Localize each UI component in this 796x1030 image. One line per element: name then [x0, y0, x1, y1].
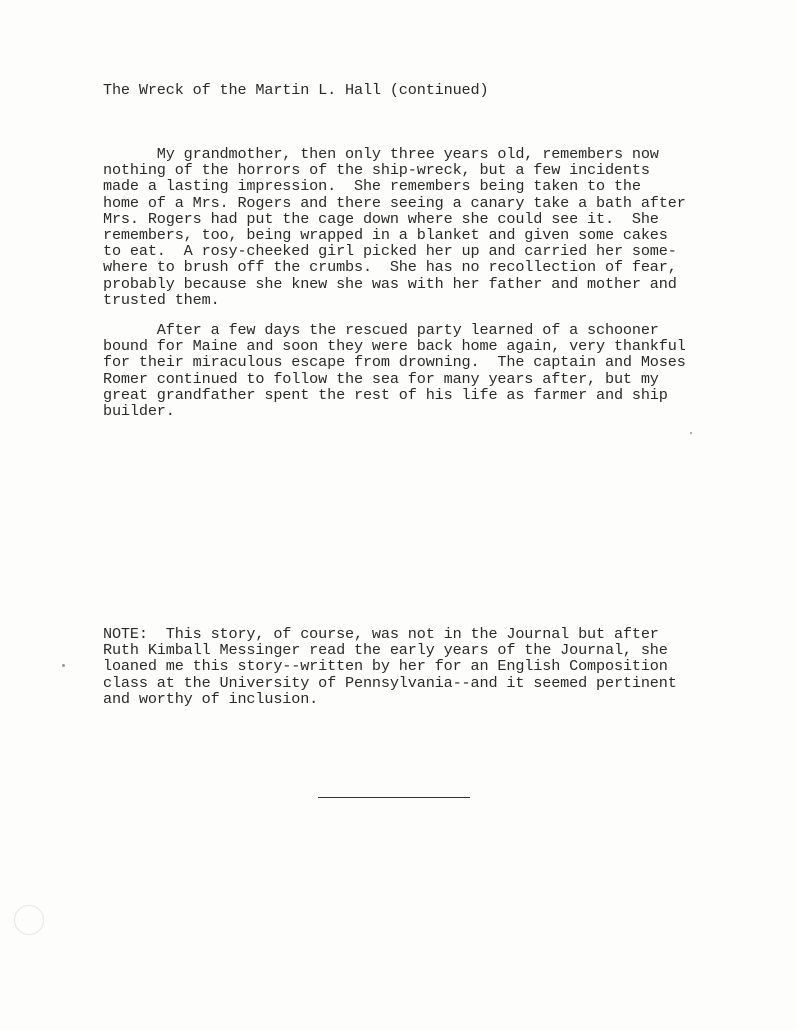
text-line: where to brush off the crumbs. She has no recollection of fear, — [103, 258, 677, 277]
text-line: for their miraculous escape from drowning. The captain and Moses — [103, 353, 686, 372]
paragraph-rescue — [103, 322, 686, 419]
text-line: made a lasting impression. She remembers being taken to the — [103, 177, 641, 196]
paragraph-grandmother — [103, 146, 686, 308]
text-line: and worthy of inclusion. — [103, 689, 319, 708]
text-line: trusted them. — [103, 290, 220, 309]
text-line: builder. — [103, 402, 175, 421]
text-line: great grandfather spent the rest of his life as farmer and ship — [103, 385, 668, 404]
paper-speck — [62, 664, 65, 667]
text-line: loaned me this story--written by her for an English Composition — [103, 657, 668, 676]
note-paragraph — [103, 626, 677, 707]
text-line: nothing of the horrors of the ship-wreck, but a few incidents — [103, 161, 650, 180]
punch-hole-mark — [14, 905, 44, 935]
text-line: After a few days the rescued party learned of a schooner — [103, 321, 659, 339]
text-line: Mrs. Rogers had put the cage down where she could see it. She — [103, 209, 659, 228]
text-line: class at the University of Pennsylvania--and it seemed pertinent — [103, 673, 677, 692]
text-line: Ruth Kimball Messinger read the early years of the Journal, she — [103, 641, 668, 660]
paper-speck — [690, 432, 692, 434]
text-line: home of a Mrs. Rogers and there seeing a canary take a bath after — [103, 193, 686, 212]
text-line: Romer continued to follow the sea for many years after, but my — [103, 369, 659, 388]
end-rule — [318, 797, 470, 798]
text-line: My grandmother, then only three years old, remembers now — [103, 145, 659, 163]
text-line: to eat. A rosy-cheeked girl picked her up and carried her some- — [103, 242, 677, 261]
text-line: NOTE: This story, of course, was not in the Journal but after — [103, 625, 659, 643]
text-line: bound for Maine and soon they were back home again, very thankful — [103, 337, 686, 356]
text-line: probably because she knew she was with her father and mother and — [103, 274, 677, 293]
document-title: The Wreck of the Martin L. Hall (continued) — [103, 81, 489, 99]
text-line: remembers, too, being wrapped in a blanket and given some cakes — [103, 226, 668, 245]
